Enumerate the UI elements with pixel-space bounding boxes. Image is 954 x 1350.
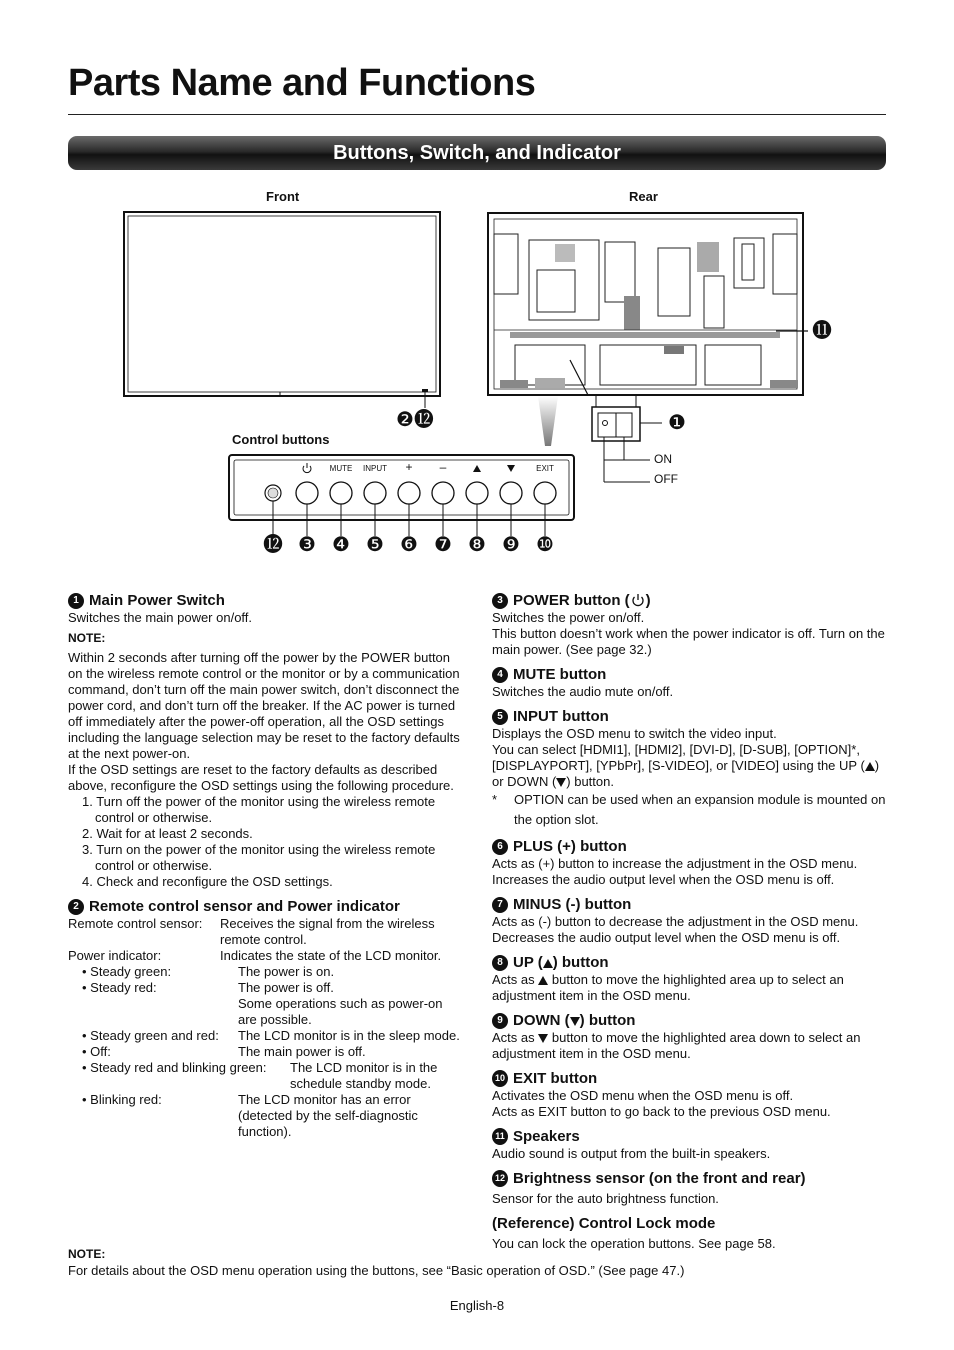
callout-7: ❼: [434, 534, 452, 556]
number-badge: 1: [68, 593, 84, 609]
number-badge: 4: [492, 667, 508, 683]
number-badge: 11: [492, 1128, 508, 1145]
section-8-line1: Acts as button to move the highlighted area up to select an adjustment item in the OSD menu.: [492, 972, 844, 1003]
page-footer: English-8: [449, 1298, 505, 1313]
state-row: Some operations such as power-on are possible.: [238, 996, 443, 1027]
section-1-heading: 1 Main Power Switch: [68, 591, 464, 610]
front-monitor-illustration: [124, 212, 440, 408]
step-1: 1. Turn off the power of the monitor using the wireless remote control or otherwise.: [82, 794, 436, 825]
step-2: 2. Wait for at least 2 seconds.: [82, 826, 253, 841]
section-10-heading: 10 EXIT button: [492, 1069, 886, 1088]
step-4: 4. Check and reconfigure the OSD settings.: [82, 874, 333, 889]
panel-label-input: INPUT: [363, 464, 387, 473]
callout-8: ❽: [468, 534, 486, 556]
step-3: 3. Turn on the power of the monitor using the wireless remote control or otherwise.: [82, 842, 436, 873]
callout-2-12: ❷⓬: [396, 409, 434, 431]
number-badge: 2: [68, 899, 84, 915]
section-2-heading: 2 Remote control sensor and Power indicator: [68, 897, 464, 916]
callout-9: ❾: [502, 534, 520, 556]
bottom-note-text: For details about the OSD menu operation using the buttons, see “Basic operation of OSD.” (See page 47.): [68, 1263, 685, 1278]
section-1-note-label: NOTE:: [68, 631, 106, 645]
right-column: [492, 589, 886, 1252]
pointer-shape: [538, 396, 558, 446]
number-badge: 5: [492, 709, 508, 725]
up-arrow-icon: [543, 959, 553, 968]
section-6-heading: 6 PLUS (+) button: [492, 837, 886, 856]
panel-label-minus: –: [439, 460, 447, 474]
section-7-heading: 7 MINUS (-) button: [492, 895, 886, 914]
section-10-line1: Activates the OSD menu when the OSD menu is off.: [492, 1088, 794, 1103]
section-7-line1: Acts as (-) button to decrease the adjustment in the OSD menu. Decreases the audio output level when the OSD menu is off.: [492, 914, 859, 945]
callout-3: ❸: [298, 534, 316, 556]
rcs-row: Remote control sensor: Receives the signal from the wireless remote control.: [68, 916, 435, 947]
section-9-heading: 9 DOWN ( ) button: [492, 1011, 886, 1030]
left-column: [68, 589, 464, 1140]
section-1-note-text2: If the OSD settings are reset to the factory defaults as described above, reconfigure the OSD settings using the following procedure.: [68, 762, 454, 793]
control-buttons-label: Control buttons: [232, 432, 330, 447]
number-badge: 6: [492, 839, 508, 855]
panel-label-plus: +: [405, 460, 413, 474]
callout-5: ❺: [366, 534, 384, 556]
number-badge: 3: [492, 593, 508, 609]
page-title: Parts Name and Functions: [68, 62, 536, 104]
section-banner: Buttons, Switch, and Indicator: [68, 136, 886, 170]
rear-label: Rear: [629, 189, 658, 204]
callout-11: ⓫: [812, 320, 832, 342]
down-arrow-icon: [570, 1017, 580, 1026]
power-icon: [630, 593, 646, 607]
callout-10: ❿: [536, 534, 554, 556]
number-badge: 7: [492, 897, 508, 913]
panel-label-mute: MUTE: [329, 464, 353, 473]
number-badge: 12: [492, 1170, 508, 1187]
up-arrow-icon: [865, 762, 875, 771]
section-1-note-text: Within 2 seconds after turning off the power by the POWER button on the wireless remote control or the monitor or by a communication command, don’t turn off the main power switch, don’t disconnect the power cord, and don’t turn off the breaker. If the AC power is turned off immediately after the power-off operation, all the OSD settings including the language selection may be reset to the factory defaults at the next power-on.: [68, 650, 460, 761]
state-row: • Steady green and red: The LCD monitor is in the sleep mode.: [82, 1028, 460, 1043]
down-arrow-icon: [556, 778, 566, 787]
down-arrow-icon: [538, 1034, 548, 1043]
section-5-footnote: * OPTION can be used when an expansion module is mounted on the option slot.: [492, 792, 886, 827]
section-3-line1: Switches the power on/off.: [492, 610, 645, 625]
section-5-heading: 5 INPUT button: [492, 707, 886, 726]
number-badge: 9: [492, 1013, 508, 1029]
power-indicator-row: Power indicator: Indicates the state of the LCD monitor.: [68, 948, 442, 963]
section-4-heading: 4 MUTE button: [492, 665, 886, 684]
state-row: • Off: The main power is off.: [82, 1044, 366, 1059]
section-12-heading: 12 Brightness sensor (on the front and rear): [492, 1169, 886, 1188]
section-5-line1: Displays the OSD menu to switch the video input.: [492, 726, 777, 741]
section-11-line1: Audio sound is output from the built-in speakers.: [492, 1146, 771, 1161]
number-badge: 8: [492, 955, 508, 971]
section-9-line1: Acts as button to move the highlighted area down to select an adjustment item in the OSD menu.: [492, 1030, 861, 1061]
section-8-heading: 8 UP ( ) button: [492, 953, 886, 972]
panel-label-exit: EXIT: [536, 464, 554, 473]
number-badge: 10: [492, 1070, 508, 1087]
state-row: • Steady green: The power is on.: [82, 964, 335, 979]
callout-1: ❶: [668, 412, 686, 434]
bottom-note-label: NOTE:: [68, 1247, 106, 1261]
front-label: Front: [266, 189, 300, 204]
section-3-heading: 3 POWER button ( ): [492, 591, 886, 610]
callout-12: ⓬: [263, 534, 283, 556]
section-3-line2: This button doesn’t work when the power indicator is off. Turn on the main power. (See page 32.): [492, 626, 885, 657]
main-power-switch-illustration: [592, 395, 662, 482]
control-lock-heading: (Reference) Control Lock mode: [492, 1215, 716, 1232]
section-10-line2: Acts as EXIT button to go back to the previous OSD menu.: [492, 1104, 831, 1119]
section-5-line2: You can select [HDMI1], [HDMI2], [DVI-D], [D-SUB], [OPTION]*, [DISPLAYPORT], [YPbPr], [S-VIDEO], or [VIDEO] using the UP ( ) or DOWN ( ) button.: [492, 742, 880, 789]
rear-monitor-illustration: [488, 213, 808, 395]
section-4-line1: Switches the audio mute on/off.: [492, 684, 674, 699]
section-6-line1: Acts as (+) button to increase the adjustment in the OSD menu. Increases the audio output level when the OSD menu is off.: [492, 856, 858, 887]
control-lock-line1: You can lock the operation buttons. See page 58.: [492, 1236, 776, 1251]
state-row: • Steady red and blinking green: The LCD monitor is in the schedule standby mode.: [82, 1060, 438, 1091]
switch-on-label: ON: [654, 452, 672, 466]
state-row: • Steady red: The power is off.: [82, 980, 334, 995]
switch-off-label: OFF: [654, 472, 678, 486]
callout-6: ❻: [400, 534, 418, 556]
up-arrow-icon: [538, 976, 548, 985]
section-12-line1: Sensor for the auto brightness function.: [492, 1191, 719, 1206]
parts-diagram: [0, 0, 954, 570]
callout-4: ❹: [332, 534, 350, 556]
section-11-heading: 11 Speakers: [492, 1127, 886, 1146]
state-row: • Blinking red: The LCD monitor has an error (detected by the self-diagnostic function).: [82, 1092, 418, 1139]
section-1-desc: Switches the main power on/off.: [68, 610, 253, 625]
